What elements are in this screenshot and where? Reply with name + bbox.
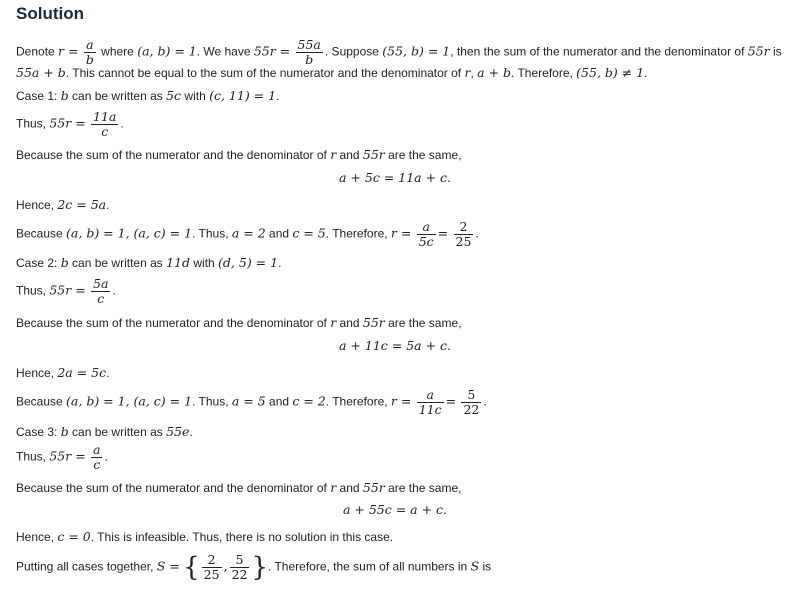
final-summary: Putting all cases together, S = { $\frac{2}{25}$ , $\frac{5}{22}$ }. Therefore, the sum of all numbers in S is [16, 552, 492, 583]
case3-because: Because the sum of the numerator and the denominator of r and 55r are the same, [16, 480, 462, 495]
solution-title: Solution [16, 4, 84, 23]
case1-header: Case 1: b can be written as 5c with (c, 11) = 1. [16, 88, 280, 103]
intro-line-1: Denote r = $\frac{a}{b}$ where (a, b) = 1. We have 55r = $\frac{55a}{b}$ . Suppose (55, b) = 1, then the sum of the numerator and the denominator of 55r is [16, 37, 782, 67]
case1-fraction-a-over-5c: $\frac{a}{5c}$ [418, 219, 434, 249]
case2-result: Because (a, b) = 1, (a, c) = 1. Thus, a = 5 and c = 2. Therefore, r = $\frac{a}{11c}$ = $\frac{5}{22}$ . [16, 387, 487, 417]
case1-fraction-2-over-25: $\frac{2}{25}$ [455, 219, 472, 249]
case1-result: Because (a, b) = 1, (a, c) = 1. Thus, a = 2 and c = 5. Therefore, r = $\frac{a}{5c}$ = $\frac{2}{25}$ . [16, 219, 479, 249]
case1-fraction: $\frac{11a}{c}$ [93, 109, 117, 139]
case2-because: Because the sum of the numerator and the denominator of r and 55r are the same, [16, 315, 462, 330]
case1-hence: Hence, 2c = 5a. [16, 197, 110, 212]
case2-header: Case 2: b can be written as 11d with (d, 5) = 1. [16, 255, 282, 270]
case1-equation: a + 5c = 11a + c. [339, 170, 451, 185]
case2-fraction: $\frac{5a}{c}$ [93, 276, 109, 306]
case2-thus: Thus, 55r = $\frac{5a}{c}$ . [16, 276, 116, 306]
fraction-a-over-b: $\frac{a}{b}$ [85, 37, 94, 67]
case2-fraction-a-over-11c: $\frac{a}{11c}$ [418, 387, 442, 417]
right-brace: } [251, 552, 269, 583]
case3-fraction: $\frac{a}{c}$ [93, 442, 101, 472]
case3-thus: Thus, 55r = $\frac{a}{c}$ . [16, 442, 108, 472]
case3-equation: a + 55c = a + c. [342, 502, 448, 517]
case3-header: Case 3: b can be written as 55e. [16, 424, 193, 439]
case2-equation: a + 11c = 5a + c. [339, 338, 451, 353]
left-brace: { [183, 552, 200, 583]
case3-hence: Hence, c = 0. This is infeasible. Thus, there is no solution in this case. [16, 529, 394, 544]
fraction-55a-over-b: $\frac{55a}{b}$ [297, 37, 321, 67]
final-fraction-2-over-25: $\frac{2}{25}$ [203, 552, 220, 582]
case1-thus: Thus, 55r = $\frac{11a}{c}$ . [16, 109, 124, 139]
case2-fraction-5-over-22: $\frac{5}{22}$ [463, 387, 480, 417]
case1-because: Because the sum of the numerator and the denominator of r and 55r are the same, [16, 147, 462, 162]
case2-hence: Hence, 2a = 5c. [16, 365, 110, 380]
intro-line-2: 55a + b. This cannot be equal to the sum of the numerator and the denominator of r, a + b. Therefore, (55, b) ≠ 1. [16, 65, 648, 80]
final-fraction-5-over-22: $\frac{5}{22}$ [231, 552, 248, 582]
